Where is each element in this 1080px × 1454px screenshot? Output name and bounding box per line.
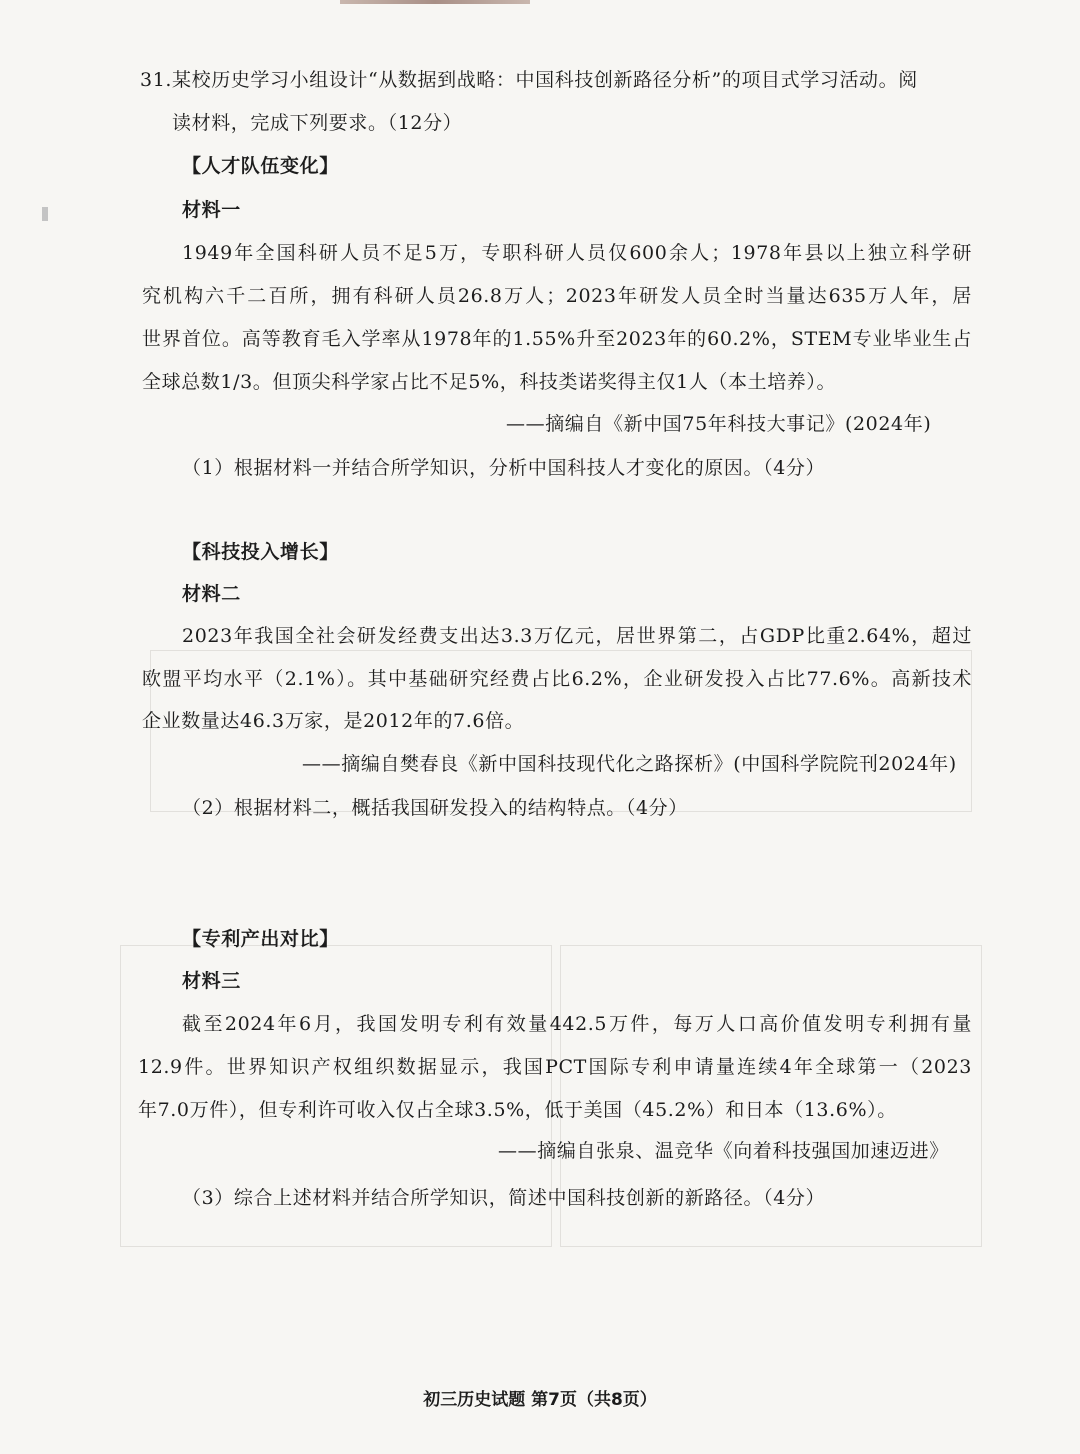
material-1-line-4: 全球总数1/3。但顶尖科学家占比不足5%，科技类诺奖得主仅1人（本土培养）。 [142,371,837,393]
material-1-line-1: 1949年全国科研人员不足5万，专职科研人员仅600余人；1978年县以上独立科学研 [182,242,972,264]
material-label-3: 材料三 [182,970,241,992]
material-1-line-3: 世界首位。高等教育毛入学率从1978年的1.55%升至2023年的60.2%，STEM专业毕业生占 [142,328,972,350]
material-1-source: ——摘编自《新中国75年科技大事记》(2024年) [506,413,932,435]
material-2-line-2: 欧盟平均水平（2.1%）。其中基础研究经费占比6.2%，企业研发投入占比77.6%。高新技术 [142,668,972,690]
page-footer: 初三历史试题 第7页（共8页） [423,1390,657,1410]
material-3-line-3: 年7.0万件），但专利许可收入仅占全球3.5%，低于美国（45.2%）和日本（13.6%）。 [138,1099,897,1121]
question-stem-line-2: 读材料，完成下列要求。（12分） [172,112,463,134]
material-1-line-2: 究机构六千二百所，拥有科研人员26.8万人；2023年研发人员全时当量达635万人年，居 [142,285,972,307]
material-3-source: ——摘编自张泉、温竞华《向着科技强国加速迈进》 [498,1140,949,1162]
material-2-source: ——摘编自樊春良《新中国科技现代化之路探析》(中国科学院院刊2024年) [302,753,957,775]
section-heading-investment: 【科技投入增长】 [182,541,339,563]
material-3-line-1: 截至2024年6月，我国发明专利有效量442.5万件，每万人口高价值发明专利拥有量 [182,1013,972,1035]
question-stem-line-1: 31.某校历史学习小组设计“从数据到战略：中国科技创新路径分析”的项目式学习活动。阅 [140,69,918,91]
material-2-line-1: 2023年我国全社会研发经费支出达3.3万亿元，居世界第二，占GDP比重2.64%，超过 [182,625,972,647]
task-2: （2）根据材料二，概括我国研发投入的结构特点。（4分） [182,797,688,819]
task-3: （3）综合上述材料并结合所学知识，简述中国科技创新的新路径。（4分） [182,1187,826,1209]
task-1: （1）根据材料一并结合所学知识，分析中国科技人才变化的原因。（4分） [182,457,826,479]
material-label-2: 材料二 [182,583,241,605]
material-label-1: 材料一 [182,199,241,221]
margin-mark [42,207,48,221]
material-2-line-3: 企业数量达46.3万家，是2012年的7.6倍。 [142,710,525,732]
material-3-line-2: 12.9件。世界知识产权组织数据显示，我国PCT国际专利申请量连续4年全球第一（2023 [138,1056,972,1078]
scan-edge-mark [340,0,530,4]
section-heading-patents: 【专利产出对比】 [182,928,339,950]
section-heading-talent: 【人才队伍变化】 [182,155,339,177]
